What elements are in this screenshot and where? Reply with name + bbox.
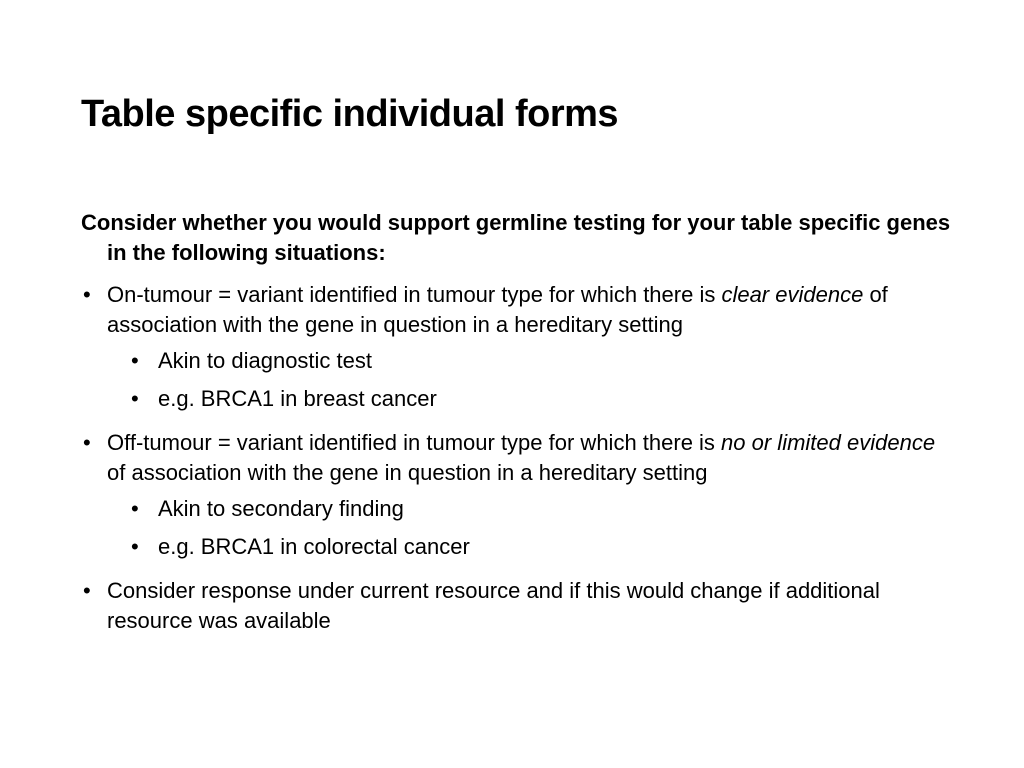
- bullet-text-emphasis: clear evidence: [721, 282, 864, 307]
- slide-title: Table specific individual forms: [81, 93, 619, 135]
- bullet-dot-icon: •: [131, 386, 139, 411]
- sub-bullet-text: e.g. BRCA1 in colorectal cancer: [158, 534, 470, 559]
- bullet-dot-icon: •: [83, 282, 91, 307]
- bullet-text: Consider response under current resource and if this would change if additional resource was available: [107, 578, 880, 633]
- sub-bullet-text: Akin to secondary finding: [158, 496, 404, 521]
- bullet-dot-icon: •: [131, 348, 139, 373]
- bullet-dot-icon: •: [83, 578, 91, 603]
- sub-bullet-example-colorectal: [81, 532, 951, 562]
- bullet-off-tumour: [81, 428, 951, 488]
- bullet-text-pre: On-tumour = variant identified in tumour type for which there is: [107, 282, 722, 307]
- sub-bullet-example-breast: [81, 384, 951, 414]
- sub-bullet-text: e.g. BRCA1 in breast cancer: [158, 386, 437, 411]
- bullet-text-pre: Off-tumour = variant identified in tumour type for which there is: [107, 430, 722, 455]
- bullet-text-emphasis: no or limited evidence: [721, 430, 936, 455]
- bullet-dot-icon: •: [83, 430, 91, 455]
- sub-bullet-text: Akin to diagnostic test: [158, 348, 373, 373]
- bullet-resource: [81, 576, 951, 636]
- bullet-on-tumour: [81, 280, 951, 340]
- bullet-text-post: of association with the gene in question in a hereditary setting: [107, 282, 888, 337]
- slide-body: [81, 208, 951, 642]
- bullet-dot-icon: •: [131, 534, 139, 559]
- intro-text: Consider whether you would support germline testing for your table specific genes in the following situations:: [81, 210, 951, 265]
- bullet-dot-icon: •: [131, 496, 139, 521]
- sub-bullet-secondary: [81, 494, 951, 524]
- sub-bullet-diagnostic: [81, 346, 951, 376]
- bullet-text-post: of association with the gene in question in a hereditary setting: [107, 460, 708, 485]
